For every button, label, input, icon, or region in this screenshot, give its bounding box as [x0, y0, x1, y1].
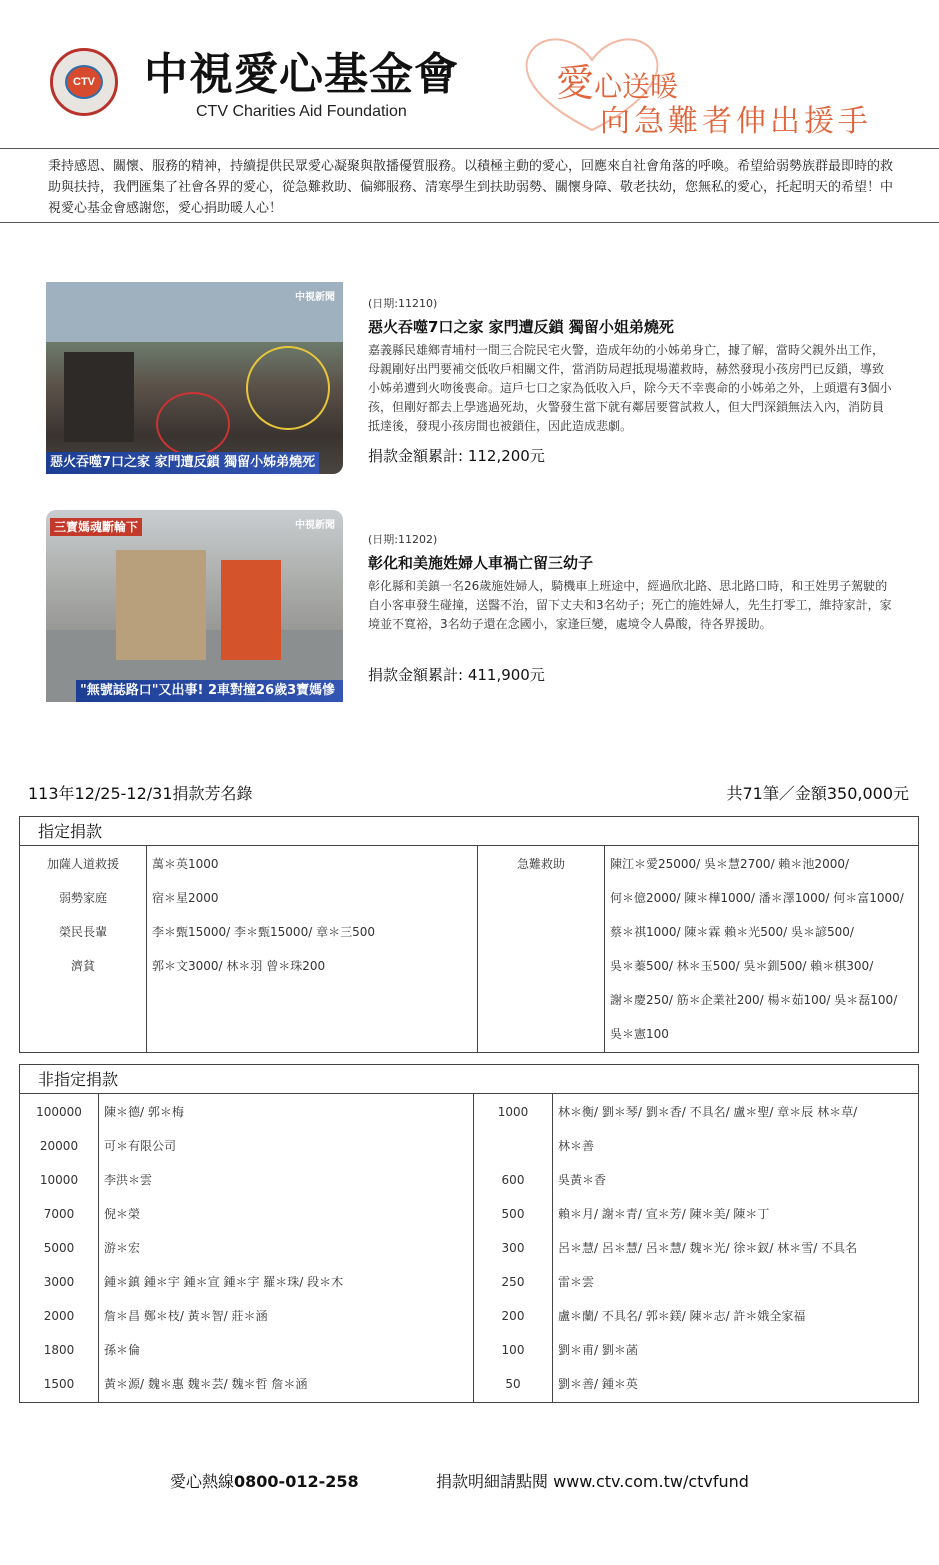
- designated-donations-table: [19, 816, 919, 1053]
- amount-cell: 100000: [36, 1105, 82, 1119]
- news-logo: 中視新聞: [295, 292, 335, 303]
- amount-cell: 10000: [39, 1173, 79, 1187]
- logo-mark: CTV: [65, 65, 103, 99]
- slogan-line-2: 向急難者伸出援手: [600, 104, 872, 139]
- hotline-label: 愛心熱線: [170, 1472, 235, 1491]
- story-date: (日期:11210): [368, 297, 438, 310]
- slogan-big-char: 愛: [556, 61, 595, 105]
- story-title: 彰化和美施姓婦人車禍亡留三幼子: [368, 554, 594, 572]
- amount-cell: 1800: [43, 1343, 75, 1357]
- donor-cell: 謝＊慶250/ 筋＊企業社200/ 楊＊茹100/ 吳＊磊100/: [610, 993, 898, 1007]
- donor-cell: 陳江＊愛25000/ 吳＊慧2700/ 賴＊池2000/: [610, 857, 850, 871]
- donor-cell: 詹＊昌 鄭＊枝/ 黃＊智/ 莊＊涵: [104, 1309, 268, 1323]
- amount-cell: 200: [501, 1309, 525, 1323]
- org-name-english: CTV Charities Aid Foundation: [196, 103, 407, 120]
- story-title: 惡火吞噬7口之家 家門遭反鎖 獨留小姐弟燒死: [368, 318, 674, 336]
- story-amount: 捐款金額累計: 112,200元: [368, 447, 545, 465]
- designated-header: 指定捐款: [20, 817, 919, 846]
- photo-highlight-yellow: [246, 346, 330, 430]
- donor-cell: 萬＊英1000: [152, 857, 219, 871]
- donor-cell: 陳＊德/ 郭＊梅: [104, 1105, 184, 1119]
- story-image: [46, 282, 343, 474]
- donor-cell: 呂＊慧/ 呂＊慧/ 呂＊慧/ 魏＊光/ 徐＊釵/ 林＊雪/ 不具名: [558, 1241, 858, 1255]
- amount-cell: 250: [501, 1275, 525, 1289]
- donor-cell: 林＊善: [558, 1139, 595, 1153]
- donor-cell: 林＊衡/ 劉＊琴/ 劉＊香/ 不具名/ 盧＊聖/ 章＊辰 林＊草/: [558, 1105, 858, 1119]
- amount-cell: 100: [501, 1343, 525, 1357]
- intro-paragraph: 秉持感恩、關懷、服務的精神，持續提供民眾愛心凝聚與散播優質服務。以積極主動的愛心，回應來自社會角落的呼喚。希望給弱勢族群最即時的救助與扶持，我們匯集了社會各界的愛心，從急難救助、偏鄉服務、清寒學生到扶助弱勢、關懷身障、敬老扶幼，您無私的愛心，托起明天的希望！中視愛心基金會感謝您，愛心捐助暖人心！: [48, 159, 894, 216]
- donor-list-title: 113年12/25-12/31捐款芳名錄: [28, 784, 253, 803]
- story-date: (日期:11202): [368, 533, 438, 546]
- donor-cell: 黃＊源/ 魏＊惠 魏＊芸/ 魏＊哲 詹＊涵: [104, 1377, 308, 1391]
- amount-cell: 1000: [497, 1105, 529, 1119]
- category-cell: 急難救助: [516, 857, 565, 871]
- photo-door: [64, 352, 134, 442]
- donor-cell: 蔡＊祺1000/ 陳＊霖 賴＊光500/ 吳＊諺500/: [610, 925, 854, 939]
- photo-blur: [116, 550, 206, 660]
- donor-cell: 劉＊甫/ 劉＊菡: [558, 1343, 638, 1357]
- amount-cell: 300: [501, 1241, 525, 1255]
- designated-right-category: [478, 846, 605, 1053]
- donor-cell: 盧＊蘭/ 不具名/ 郭＊鎂/ 陳＊志/ 許＊娥全家福: [558, 1309, 806, 1323]
- amount-cell: 3000: [43, 1275, 75, 1289]
- hotline: [170, 1469, 359, 1492]
- hotline-number[interactable]: 0800-012-258: [234, 1472, 359, 1491]
- donor-cell: 何＊億2000/ 陳＊樺1000/ 潘＊澤1000/ 何＊富1000/: [610, 891, 904, 905]
- amount-cell: 500: [501, 1207, 525, 1221]
- details-link[interactable]: 捐款明細請點閱 www.ctv.com.tw/ctvfund: [436, 1472, 749, 1491]
- donor-cell: 郭＊文3000/ 林＊羽 曾＊珠200: [152, 959, 326, 973]
- donor-cell: 劉＊善/ 鍾＊英: [558, 1377, 638, 1391]
- donor-cell: 倪＊榮: [104, 1207, 141, 1221]
- designated-left-categories: [20, 846, 147, 1053]
- amount-cell: 2000: [43, 1309, 75, 1323]
- photo-highlight-red: [156, 392, 230, 456]
- amount-cell: 600: [501, 1173, 525, 1187]
- slogan-line-1-text: 心送暖: [594, 70, 679, 103]
- category-cell: 弱勢家庭: [58, 891, 107, 905]
- amount-cell: 1500: [43, 1377, 75, 1391]
- amount-cell: 7000: [43, 1207, 75, 1221]
- donor-cell: 吳＊憲100: [610, 1027, 669, 1041]
- story-image: [46, 510, 343, 720]
- amount-cell: 50: [505, 1377, 521, 1391]
- donor-cell: 李洪＊雲: [104, 1173, 153, 1187]
- divider: [0, 148, 939, 149]
- image-caption: "無號誌路口"又出事! 2車對撞26歲3寶媽慘死: [76, 680, 343, 702]
- donor-cell: 李＊甄15000/ 李＊甄15000/ 章＊三500: [152, 925, 375, 939]
- donor-cell: 雷＊雲: [558, 1275, 595, 1289]
- foundation-logo: [50, 48, 118, 116]
- amount-cell: 20000: [39, 1139, 79, 1153]
- undesignated-left-amounts: [20, 1094, 99, 1403]
- image-caption: 惡火吞噬7口之家 家門遭反鎖 獨留小姊弟燒死: [46, 452, 319, 474]
- undesignated-left-donors: [99, 1094, 474, 1403]
- donor-cell: 鍾＊鎮 鍾＊宇 鍾＊宣 鍾＊宇 羅＊珠/ 段＊木: [104, 1275, 344, 1289]
- undesignated-right-amounts: [474, 1094, 553, 1403]
- image-caption-top: 三寶媽魂斷輪下: [50, 518, 142, 536]
- divider: [0, 222, 939, 223]
- undesignated-donations-table: [19, 1064, 919, 1403]
- donor-cell: 宿＊星2000: [152, 891, 219, 905]
- donor-list-total: 共71筆／金額350,000元: [726, 784, 909, 803]
- category-cell: 加薩人道救援: [46, 857, 119, 871]
- undesignated-right-donors: [553, 1094, 919, 1403]
- donor-cell: 吳＊蓁500/ 林＊玉500/ 吳＊釧500/ 賴＊棋300/: [610, 959, 874, 973]
- news-logo: 中視新聞: [295, 520, 335, 531]
- donor-cell: 吳黃＊香: [558, 1173, 607, 1187]
- category-cell: 榮民長輩: [58, 925, 107, 939]
- category-cell: 濟貧: [70, 959, 95, 973]
- donor-cell: 游＊宏: [104, 1241, 141, 1255]
- undesignated-header: 非指定捐款: [20, 1065, 919, 1094]
- donor-cell: 可＊有限公司: [104, 1139, 177, 1153]
- donor-cell: 賴＊月/ 謝＊青/ 宣＊芳/ 陳＊美/ 陳＊丁: [558, 1207, 770, 1221]
- org-name: 中視愛心基金會: [144, 49, 459, 100]
- designated-right-donors: [605, 846, 919, 1053]
- photo-rescuer: [221, 560, 281, 660]
- amount-cell: 5000: [43, 1241, 75, 1255]
- story-body: 彰化縣和美鎮一名26歲施姓婦人，騎機車上班途中，經過欣北路、思北路口時，和王姓男子駕駛的自小客車發生碰撞，送醫不治，留下丈夫和3名幼子；死亡的施姓婦人，先生打零工，維持家計，家境並不寬裕，3名幼子還在念國小，家逢巨變，處境令人鼻酸，待各界援助。: [368, 579, 892, 631]
- designated-left-donors: [147, 846, 478, 1053]
- story-body: 嘉義縣民雄鄉青埔村一間三合院民宅火警，造成年幼的小姊弟身亡，據了解，當時父親外出工作，母親剛好出門要補交低收戶相關文件，當消防局趕抵現場灌救時，赫然發現小孩房門已反鎖，導致小姊弟遭到火吻後喪命。這戶七口之家為低收入戶，除今天不幸喪命的小姊弟之外，上頭還有3個小孩，但剛好都去上學逃過死劫，火警發生當下就有鄰居要嘗試救人，但大門深鎖無法入內，消防員抵達後，發現小孩房間也被鎖住，因此造成悲劇。: [368, 343, 892, 433]
- donor-cell: 孫＊倫: [104, 1343, 141, 1357]
- amount-cell: [475, 1129, 551, 1163]
- story-amount: 捐款金額累計: 411,900元: [368, 666, 545, 684]
